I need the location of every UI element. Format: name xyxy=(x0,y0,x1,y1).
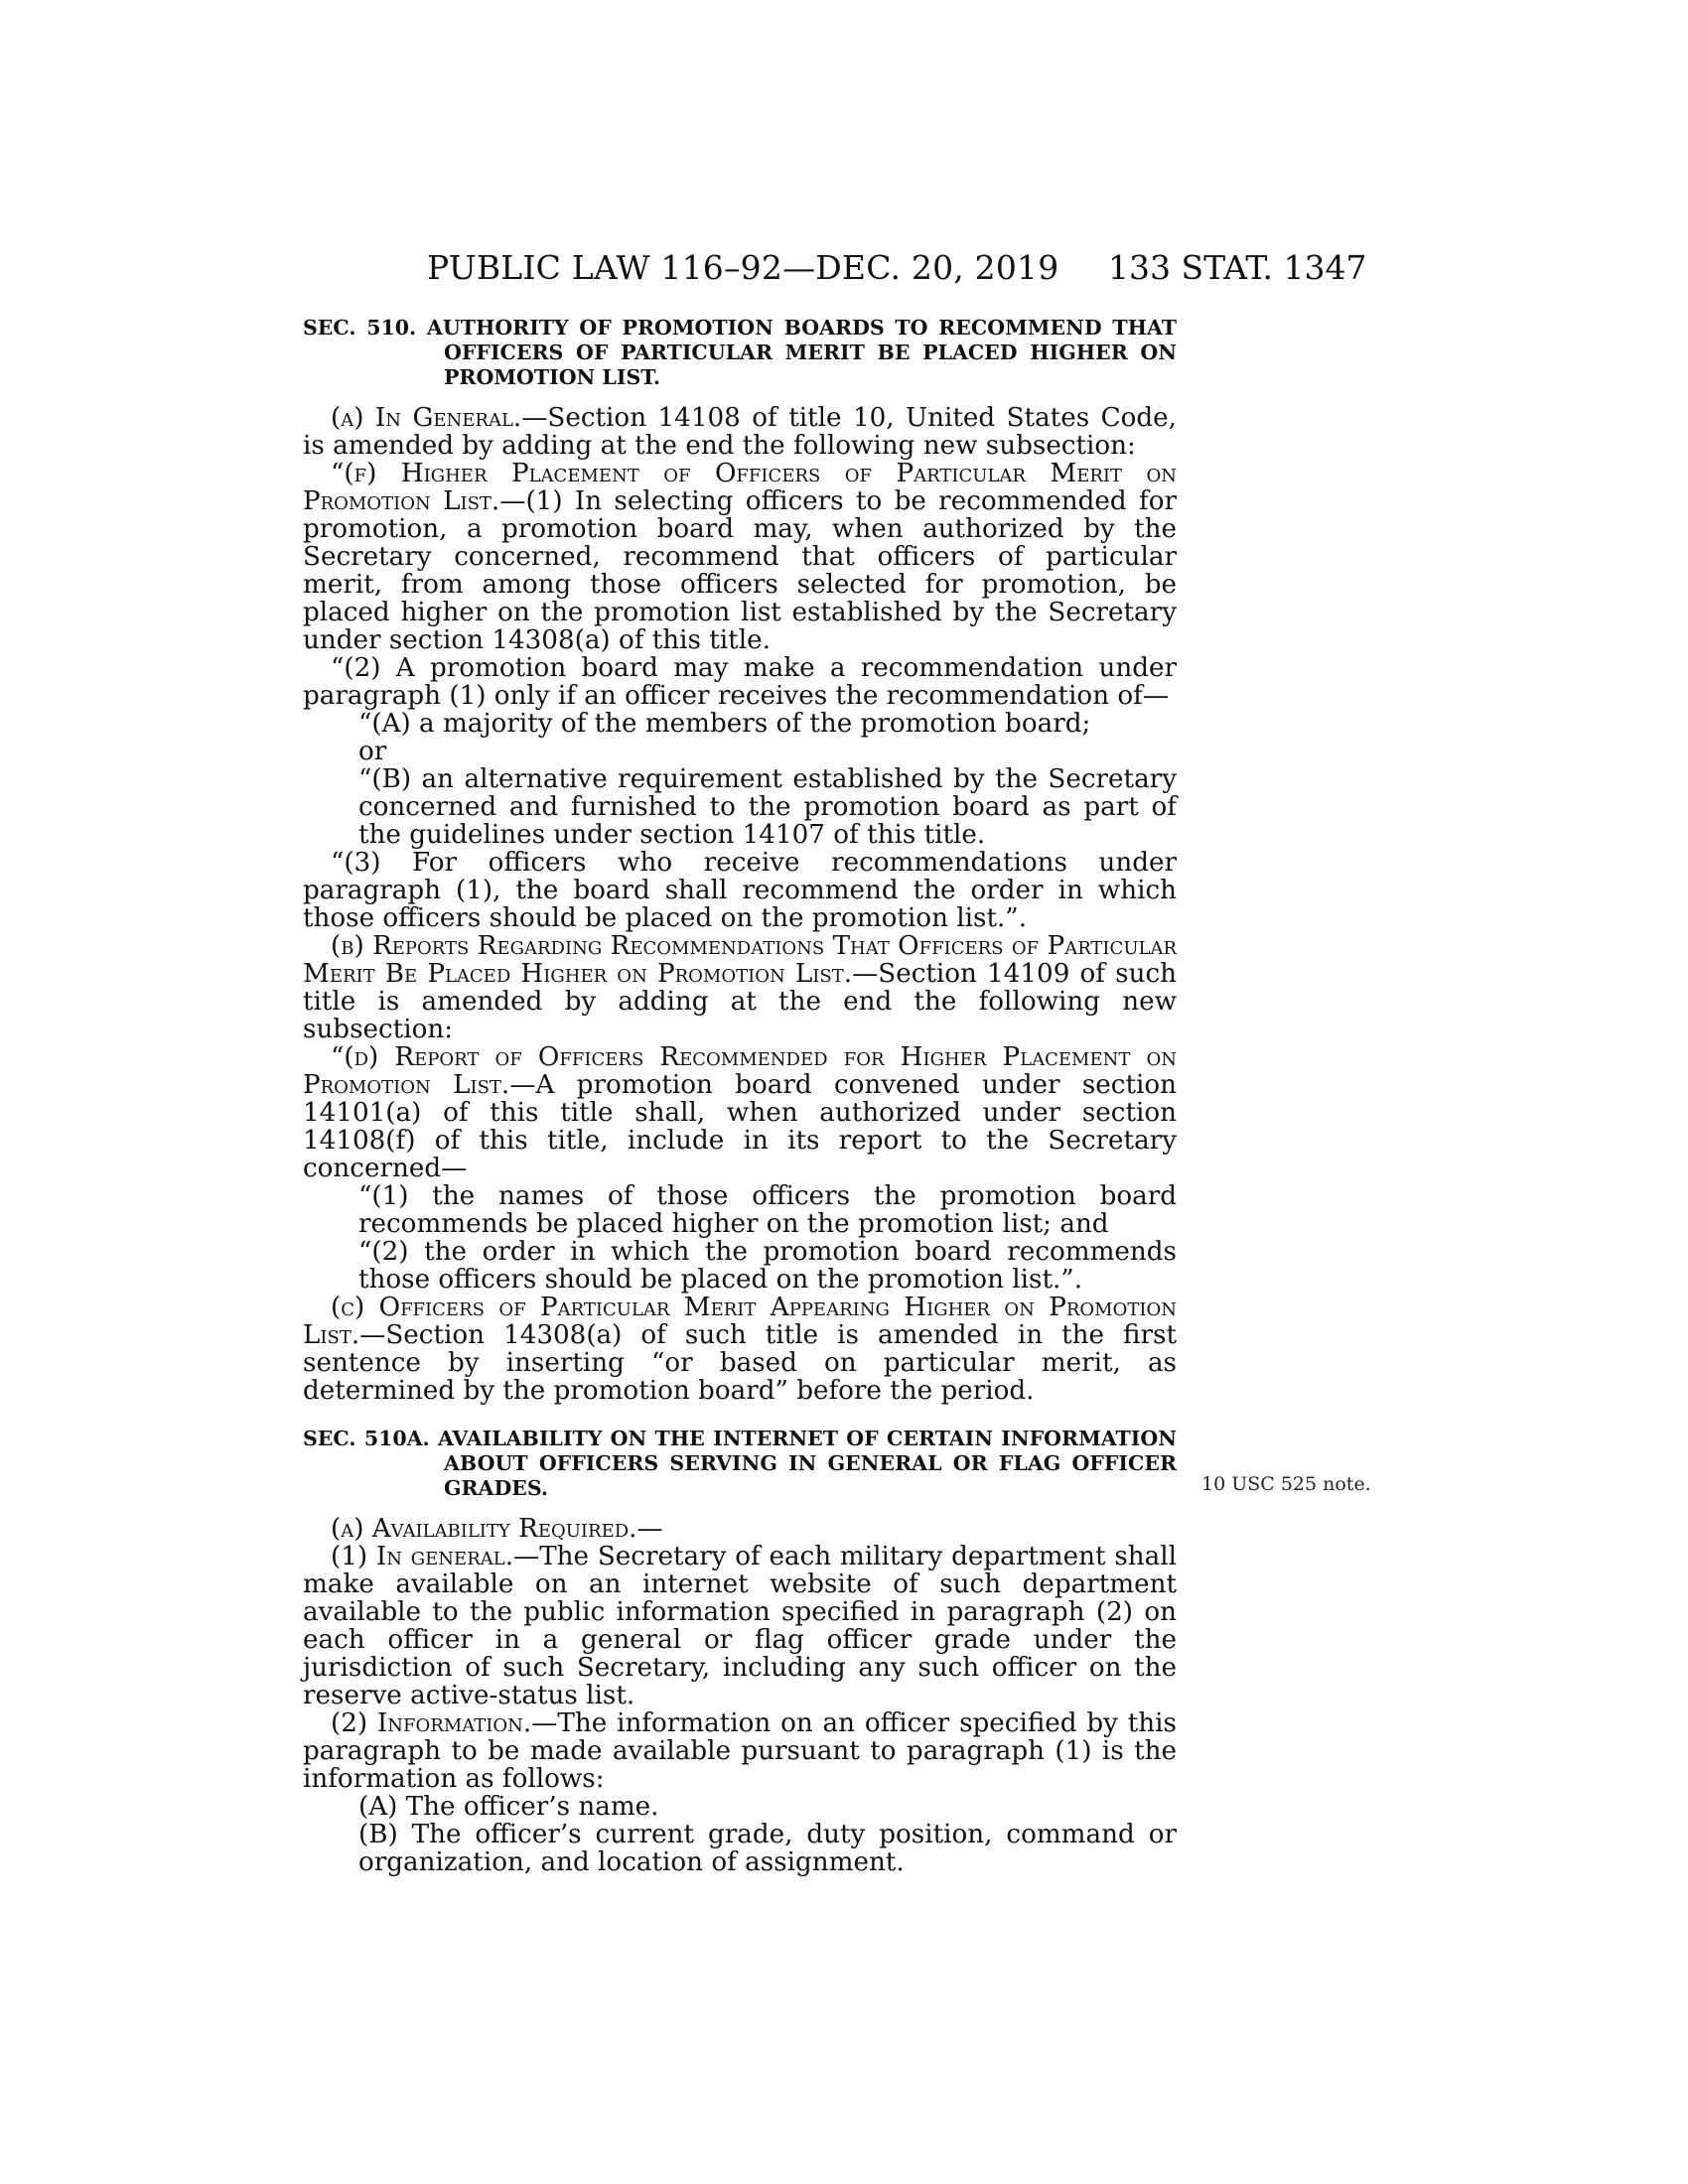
sec510a-a-text: — xyxy=(636,1514,663,1544)
sec510-b-text: —Section 14109 of such title is amended by adding at the end the following new subsection: xyxy=(303,959,1177,1044)
sec510a-subparagraph-B: (B) The officer’s current grade, duty position, command or organization, and location of assignment. xyxy=(358,1820,1177,1877)
sec510-or-connector: or xyxy=(358,737,387,766)
sec510-f-paragraph-2: “(2) A promotion board may make a recommendation under paragraph (1) only if an officer receives the recommendation of— xyxy=(303,653,1177,711)
public-law-citation: PUBLIC LAW 116–92—DEC. 20, 2019 xyxy=(427,248,1059,287)
sec510-f-label: “(f) Higher Placement of Officers of Particular Merit on Promotion List. xyxy=(303,459,1177,516)
sec510a-paragraph-2 xyxy=(303,1709,1177,1793)
sec510a-subparagraph-A: (A) The officer’s name. xyxy=(358,1792,659,1822)
sec510-a-label: (a) In General. xyxy=(331,403,522,433)
sec510-c-label: (c) Officers of Particular Merit Appearing Higher on Promotion List. xyxy=(303,1293,1177,1350)
document-body xyxy=(303,316,1177,1876)
sec510-subsection-c xyxy=(303,1294,1177,1405)
sec510a-paragraph-1 xyxy=(303,1543,1177,1709)
sec510a-subsection-a xyxy=(303,1515,1177,1543)
sec510-new-subsection-d xyxy=(303,1043,1177,1182)
sec510-c-text: —Section 14308(a) of such title is amended in the first sentence by inserting “or based on particular merit, as determined by the promotion board” before the period. xyxy=(303,1320,1177,1406)
sec510-f-text: —(1) In selecting officers to be recommended for promotion, a promotion board may, when authorized by the Secretary concerned, recommend that officers of particular merit, from among those officers selected for promotion, be placed higher on the promotion list established by the Secretary under section 14308(a) of this title. xyxy=(303,486,1177,655)
running-head xyxy=(0,248,1688,292)
sec510-subsection-a xyxy=(303,404,1177,460)
sec510-d-paragraph-1: “(1) the names of those officers the promotion board recommends be placed higher on the promotion list; and xyxy=(358,1181,1177,1239)
section-510a-heading: SEC. 510A. AVAILABILITY ON THE INTERNET OF CERTAIN INFORMATION ABOUT OFFICERS SERVING IN GENERAL OR FLAG OFFICER GRADES. xyxy=(303,1427,1177,1500)
sec510-f-subparagraph-A: “(A) a majority of the members of the promotion board; xyxy=(358,709,1091,739)
sec510-a-text: —Section 14108 of title 10, United States Code, is amended by adding at the end the following new subsection: xyxy=(303,403,1177,461)
sec510-f-subparagraph-B: “(B) an alternative requirement established by the Secretary concerned and furnished to the promotion board as part of the guidelines under section 14107 of this title. xyxy=(358,764,1177,850)
sec510a-1-label: (1) In general. xyxy=(331,1542,514,1571)
sec510-d-text: —A promotion board convened under section 14101(a) of this title shall, when authorized under section 14108(f) of this title, include in its report to the Secretary concerned— xyxy=(303,1070,1178,1183)
sec510a-2-label: (2) Information. xyxy=(331,1708,532,1738)
sec510-new-subsection-f xyxy=(303,460,1177,654)
sec510a-1-text: —The Secretary of each military department shall make available on an internet website of such department available to the public information specified in paragraph (2) on each officer in a general or flag officer grade under the jurisdiction of such Secretary, including any such officer on the reserve active-status list. xyxy=(303,1542,1177,1710)
sec510a-a-label: (a) Availability Required. xyxy=(331,1514,637,1544)
sec510-f-paragraph-3: “(3) For officers who receive recommendations under paragraph (1), the board shall recommend the order in which those officers should be placed on the promotion list.”. xyxy=(303,848,1177,933)
sec510-d-paragraph-2: “(2) the order in which the promotion board recommends those officers should be placed on the promotion list.”. xyxy=(358,1237,1177,1295)
sec510a-2-text: —The information on an officer specified by this paragraph to be made available pursuant to paragraph (1) is the information as follows: xyxy=(303,1708,1177,1794)
sec510-d-label: “(d) Report of Officers Recommended for Higher Placement on Promotion List. xyxy=(303,1042,1177,1100)
margin-note: 10 USC 525 note. xyxy=(1201,1473,1371,1495)
statute-page-number: 133 STAT. 1347 xyxy=(1108,248,1367,287)
sec510-subsection-b xyxy=(303,932,1177,1043)
sec510-b-label: (b) Reports Regarding Recommendations That Officers of Particular Merit Be Placed Higher on Promotion List. xyxy=(303,931,1177,989)
section-510-heading: SEC. 510. AUTHORITY OF PROMOTION BOARDS TO RECOMMEND THAT OFFICERS OF PARTICULAR MERIT BE PLACED HIGHER ON PROMOTION LIST. xyxy=(303,316,1177,389)
